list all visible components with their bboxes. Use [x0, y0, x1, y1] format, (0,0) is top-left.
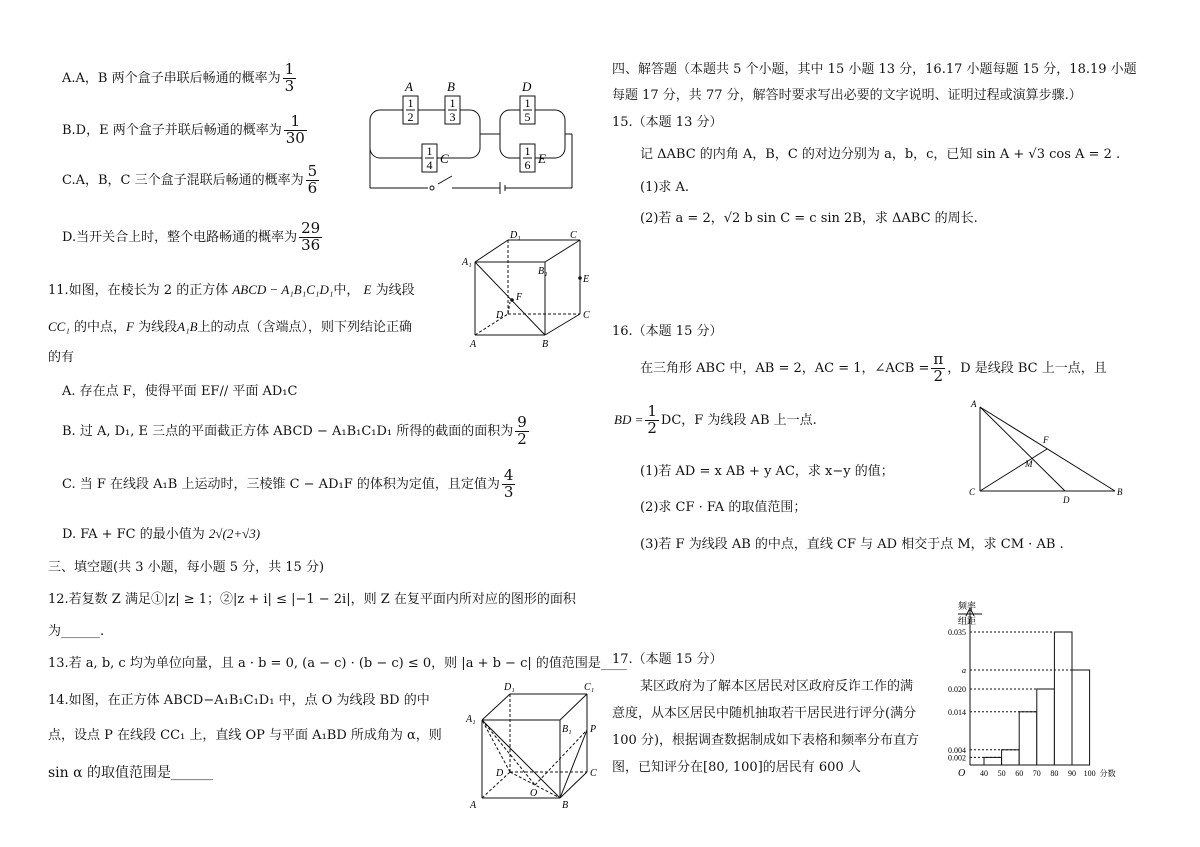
fraction: $\frac{29}{36}$: [301, 219, 321, 254]
cube1-label-c1: C: [570, 230, 577, 241]
fraction: $\frac{1}{2}$: [647, 402, 657, 437]
cube2-label-d1: D₁: [504, 682, 515, 693]
fraction: $\frac{\pi}{2}$: [933, 350, 944, 385]
histogram-bar: [1002, 750, 1020, 765]
x-tick-label: 90: [1068, 769, 1076, 778]
circuit-box-a-den: 2: [407, 110, 414, 124]
cube1-label-b: B: [542, 339, 549, 350]
cube2-label-o: O: [530, 788, 538, 799]
y-tick-label: 0.002: [948, 753, 966, 763]
cube1-label-b1: B₁: [538, 266, 548, 277]
circuit-box-d-den: 5: [524, 110, 531, 124]
cube2-label-b1: B₁: [562, 724, 572, 735]
cube2-label-d: D: [496, 768, 504, 779]
q15-part1: (1)求 A.: [640, 180, 690, 195]
q10-option-c: C.A，B，C 三个盒子混联后畅通的概率为 $\frac{5}{6}$: [62, 162, 318, 197]
q16-part2: (2)求 CF · FA 的取值范围；: [640, 500, 807, 515]
q17-line3: 100 分)，根据调查数据制成如下表格和频率分布直方: [612, 733, 920, 748]
histogram-bar: [1037, 689, 1055, 765]
y-tick-label: a: [962, 666, 966, 675]
histogram-bar: [1072, 670, 1090, 765]
cube1-label-d: D: [496, 310, 504, 321]
triangle-diagram: [965, 395, 1135, 505]
cube1-label-a1: A₁: [462, 257, 472, 268]
histogram-bar: [1054, 632, 1072, 765]
tri-label-m: M: [1025, 459, 1033, 469]
circuit-box-a-num: 1: [407, 96, 414, 110]
y-label-top: 频率: [958, 601, 977, 611]
circuit-label-c: C: [440, 151, 449, 166]
circuit-box-d-num: 1: [524, 96, 531, 110]
q14-line3: sin α 的取值范围是______: [48, 765, 214, 781]
section-4-line2: 每题 17 分，共 77 分，解答时要求写出必要的文字说明、证明过程或演算步骤.）: [612, 88, 1082, 103]
fraction: $\frac{1}{30}$: [285, 112, 305, 147]
q14-line2: 点，设点 P 在线段 CC₁ 上，直线 OP 与平面 A₁BD 所成角为 α，则: [48, 728, 442, 743]
q11-option-c: C. 当 F 在线段 A₁B 上运动时，三棱锥 C − AD₁F 的体积为定值，且定值为 $\frac{4}{3}$: [62, 466, 514, 501]
histogram-bar: [984, 757, 1002, 765]
circuit-box-b-num: 1: [449, 96, 456, 110]
fraction: $\frac{1}{3}$: [284, 60, 295, 95]
y-tick-label: 0.014: [948, 707, 966, 717]
q16-heading: 16.（本题 15 分）: [612, 324, 723, 339]
cube1-label-d1: D₁: [510, 230, 521, 241]
tri-label-f: F: [1043, 435, 1049, 445]
section-4-line1: 四、解答题（本题共 5 个小题，其中 15 小题 13 分，16.17 小题每题 15 分，18.19 小题: [612, 62, 1137, 77]
cube2-label-a1: A₁: [466, 714, 476, 725]
cube2-label-p: P: [590, 724, 597, 735]
y-tick-label: 0.004: [948, 745, 966, 755]
cube2-label-a: A: [470, 800, 477, 811]
tri-label-b: B: [1117, 487, 1123, 497]
q11-option-b: B. 过 A, D₁, E 三点的平面截正方体 ABCD − A₁B₁C₁D₁ 所得的截面的面积为 $\frac{9}{2}$: [62, 413, 527, 448]
origin-label: O: [958, 768, 966, 779]
q17-line1: 某区政府为了解本区居民对区政府反诈工作的满: [640, 679, 914, 694]
q17-line2: 意度，从本区居民中随机抽取若干居民进行评分(满分: [612, 706, 917, 721]
circuit-label-d: D: [522, 79, 532, 94]
q13: 13.若 a, b, c 均为单位向量，且 a · b = 0, (a − c) · (b − c) ≤ 0，则 |a + b − c| 的值范围是____: [48, 656, 627, 671]
x-tick-label: 60: [1015, 769, 1024, 778]
cube2-label-c1: C₁: [584, 682, 595, 693]
cube2-label-b: B: [562, 800, 569, 811]
circuit-label-a: A: [405, 79, 413, 94]
fraction: $\frac{9}{2}$: [517, 413, 527, 448]
tri-label-a: A: [971, 399, 977, 409]
x-tick-label: 50: [997, 769, 1006, 778]
q11-stem-line1: 11.如图，在棱长为 2 的正方体 ABCD − A₁B₁C₁D₁中， E 为线段: [48, 282, 415, 298]
tri-label-c: C: [969, 487, 976, 497]
circuit-diagram: [360, 72, 580, 197]
y-label-bottom: 组距: [958, 616, 977, 626]
x-tick-label: 40: [980, 769, 988, 778]
q12-line2: 为______.: [48, 624, 105, 639]
fraction: $\frac{4}{3}$: [503, 466, 514, 501]
cube1-label-f: F: [516, 292, 523, 303]
q16-stem-line1: 在三角形 ABC 中，AB = 2，AC = 1，∠ACB = $\frac{\pi}{2}$ ，D 是线段 BC 上一点，且: [640, 350, 1107, 385]
cube1-label-c: C: [583, 310, 590, 321]
tri-label-d: D: [1063, 495, 1070, 505]
q11-option-a: A. 存在点 F，使得平面 EF// 平面 AD₁C: [62, 384, 298, 399]
circuit-label-b: B: [447, 79, 455, 94]
circuit-label-e: E: [538, 151, 546, 166]
q10-option-b: B.D，E 两个盒子并联后畅通的概率为 $\frac{1}{30}$: [62, 112, 305, 147]
x-tick-label: 100: [1083, 769, 1096, 778]
q14-line1: 14.如图，在正方体 ABCD−A₁B₁C₁D₁ 中，点 O 为线段 BD 的中: [48, 693, 430, 708]
circuit-box-e-num: 1: [524, 144, 531, 158]
q11-stem-line3: 的有: [48, 350, 75, 365]
y-tick-label: 0.020: [948, 685, 966, 694]
frequency-histogram: [930, 600, 1116, 780]
q16-stem-line2: BD = $\frac{1}{2}$ DC，F 为线段 AB 上一点.: [614, 402, 817, 437]
q15-stem: 记 ΔABC 的内角 A，B，C 的对边分别为 a，b，c，已知 sin A + √3 cos A = 2 .: [640, 147, 1121, 162]
circuit-box-b-den: 3: [449, 110, 456, 124]
q10-option-a: A.A，B 两个盒子串联后畅通的概率为 $\frac{1}{3}$: [62, 60, 295, 95]
q15-part2: (2)若 a = 2，√2 b sin C = c sin 2B，求 ΔABC 的周长.: [640, 211, 978, 226]
cube-diagram-q14: [462, 680, 612, 810]
histogram-bar: [1019, 712, 1037, 765]
circuit-box-c-den: 4: [426, 158, 433, 172]
x-tick-label: 80: [1050, 769, 1059, 778]
circuit-box-e-den: 6: [524, 158, 531, 172]
cube1-label-e: E: [583, 274, 590, 285]
q12-line1: 12.若复数 Z 满足①|z| ≥ 1；②|z + i| ≤ |−1 − 2i|，则 Z 在复平面内所对应的图形的面积: [48, 592, 576, 607]
q10-option-d: D.当开关合上时，整个电路畅通的概率为 $\frac{29}{36}$: [62, 219, 321, 254]
section-3-heading: 三、填空题(共 3 小题，每小题 5 分，共 15 分): [48, 560, 325, 575]
q17-line4: 图，已知评分在[80, 100]的居民有 600 人: [612, 760, 861, 775]
x-tick-label: 70: [1032, 769, 1041, 778]
cube-diagram-q11: [460, 230, 595, 352]
q16-part1: (1)若 AD = x AB + y AC，求 x−y 的值；: [640, 464, 894, 479]
x-axis-label: 分数: [1099, 769, 1116, 778]
y-tick-label: 0.035: [948, 628, 966, 637]
q15-heading: 15.（本题 13 分）: [612, 115, 723, 130]
fraction: $\frac{5}{6}$: [307, 162, 318, 197]
q11-stem-line2: CC₁ 的中点，F 为线段A₁B上的动点（含端点），则下列结论正确: [48, 319, 413, 335]
q16-part3: (3)若 F 为线段 AB 的中点，直线 CF 与 AD 相交于点 M，求 CM · AB .: [640, 537, 1064, 552]
cube2-label-c: C: [590, 768, 597, 779]
q17-heading: 17.（本题 15 分）: [612, 652, 723, 667]
cube1-label-a: A: [470, 339, 477, 350]
q11-option-d: D. FA + FC 的最小值为 2√(2+√3): [62, 526, 261, 542]
circuit-box-c-num: 1: [426, 144, 433, 158]
